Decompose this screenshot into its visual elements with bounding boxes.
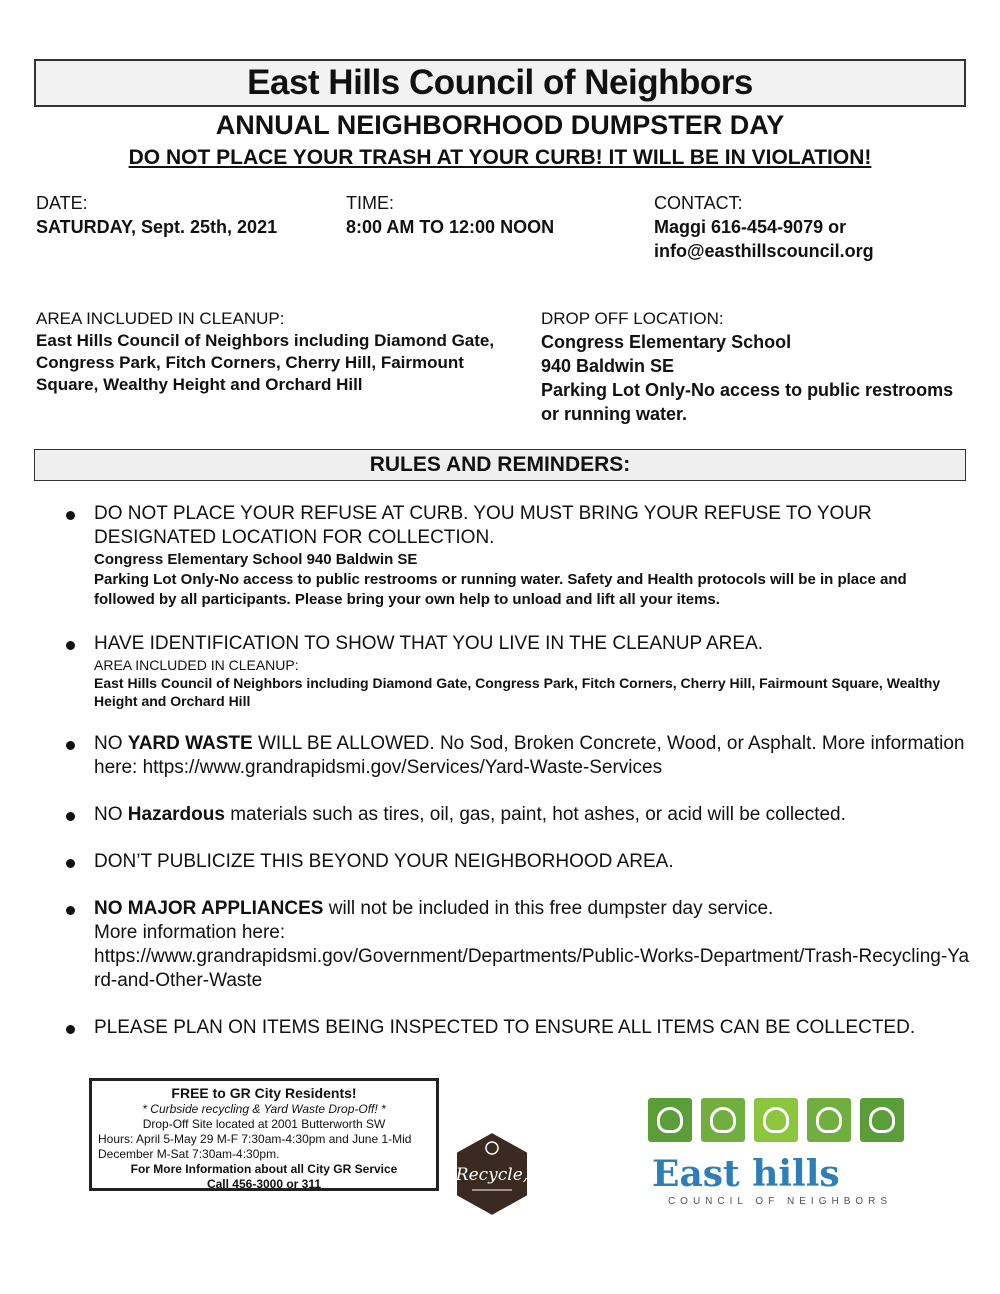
hand-icon — [807, 1098, 851, 1142]
rule-5-text: DON’T PUBLICIZE THIS BEYOND YOUR NEIGHBORHOOD AREA. — [94, 851, 674, 872]
drop-off-address: 940 Baldwin SE — [541, 356, 675, 376]
drop-off-note: Parking Lot Only-No access to public restrooms or running water. — [541, 380, 954, 424]
rule-2-area-value: East Hills Council of Neighbors including Diamond Gate, Congress Park, Fitch Corners, Cherry Hill, Fairmount Square, Wealthy Height and Orchard Hill — [94, 675, 941, 709]
rule-item — [60, 732, 970, 780]
contact-email[interactable]: info@easthillscouncil.org — [654, 241, 874, 261]
rule-6-bold: NO MAJOR APPLIANCES — [94, 898, 324, 919]
rule-2-area-label: AREA INCLUDED IN CLEANUP: — [94, 657, 299, 673]
rule-3-bold: YARD WASTE — [127, 733, 253, 754]
rule-1-text: DO NOT PLACE YOUR REFUSE AT CURB. YOU MUST BRING YOUR REFUSE TO YOUR DESIGNATED LOCATION FOR COLLECTION. — [94, 503, 872, 548]
rule-item — [60, 502, 970, 610]
rule-item — [60, 803, 970, 827]
gr-call: Call 456-3000 or 311 — [206, 1177, 322, 1191]
org-title: East Hills Council of Neighbors — [247, 63, 753, 102]
contact-block — [654, 191, 874, 263]
rule-item — [60, 850, 970, 874]
rules-heading: RULES AND REMINDERS: — [369, 453, 631, 476]
rule-4-pre: NO — [94, 804, 128, 825]
hand-icon — [754, 1098, 798, 1142]
cleanup-area-label: AREA INCLUDED IN CLEANUP: — [36, 309, 285, 328]
rule-4-bold: Hazardous — [127, 804, 225, 825]
cleanup-area-value: East Hills Council of Neighbors including Diamond Gate, Congress Park, Fitch Corners, Cherry Hill, Fairmount Square, Wealthy Height and Orchard Hill — [36, 331, 495, 394]
rule-3-post: WILL BE ALLOWED. No Sod, Broken Concrete, Wood, or Asphalt. More information here: https://www.grandrapidsmi.gov/Services/Yard-Waste-Services — [94, 733, 965, 778]
title-banner — [34, 59, 966, 107]
rules-banner — [34, 449, 966, 481]
date-value: SATURDAY, Sept. 25th, 2021 — [36, 217, 278, 237]
hand-icon — [701, 1098, 745, 1142]
time-value: 8:00 AM TO 12:00 NOON — [346, 217, 555, 237]
time-label: TIME: — [346, 193, 394, 213]
east-hills-wordmark — [650, 1150, 912, 1196]
gr-dropoff-site: Drop-Off Site located at 2001 Butterworth SW — [142, 1117, 386, 1131]
gr-hours: Hours: April 5-May 29 M-F 7:30am-4:30pm and June 1-Mid December M-Sat 7:30am-4:30pm. — [98, 1132, 412, 1161]
curb-warning: DO NOT PLACE YOUR TRASH AT YOUR CURB! IT WILL BE IN VIOLATION! — [128, 146, 872, 169]
event-title: ANNUAL NEIGHBORHOOD DUMPSTER DAY — [215, 110, 785, 140]
gr-curbside-line: * Curbside recycling & Yard Waste Drop-Off! * — [142, 1102, 386, 1116]
rule-4-post: materials such as tires, oil, gas, paint, hot ashes, or acid will be collected. — [224, 804, 846, 825]
rule-7-text: PLEASE PLAN ON ITEMS BEING INSPECTED TO ENSURE ALL ITEMS CAN BE COLLECTED. — [94, 1017, 916, 1038]
cleanup-area-block — [36, 308, 526, 396]
recycle-logo-text: Recycle, — [455, 1165, 529, 1185]
rule-3-pre: NO — [94, 733, 128, 754]
rule-4-text — [94, 803, 970, 827]
east-hills-icon-row — [648, 1098, 910, 1142]
rule-6-more-info: More information here: — [94, 922, 286, 943]
rule-2-text: HAVE IDENTIFICATION TO SHOW THAT YOU LIVE IN THE CLEANUP AREA. — [94, 633, 764, 654]
gr-city-info-box — [89, 1078, 439, 1191]
date-label: DATE: — [36, 193, 88, 213]
rule-6-text — [94, 897, 970, 921]
gr-more-info: For More Information about all City GR Service — [130, 1162, 398, 1176]
hand-icon — [648, 1098, 692, 1142]
rule-6-link[interactable]: https://www.grandrapidsmi.gov/Government/Departments/Public-Works-Department/Trash-Recycling-Yard-and-Other-Waste — [94, 946, 970, 991]
rule-6-post: will not be included in this free dumpster day service. — [323, 898, 774, 919]
rules-list — [60, 502, 970, 1040]
drop-off-label: DROP OFF LOCATION: — [541, 309, 724, 328]
east-hills-word: East hills — [652, 1153, 840, 1195]
drop-off-block — [541, 308, 961, 426]
east-hills-subtitle: COUNCIL OF NEIGHBORS — [667, 1196, 893, 1207]
drop-off-school: Congress Elementary School — [541, 332, 792, 352]
rule-1-note: Parking Lot Only-No access to public restrooms or running water. Safety and Health protocols will be in place and followed by all participants. Please bring your own help to unload and lift all your items. — [94, 571, 907, 608]
rule-1-location: Congress Elementary School 940 Baldwin SE — [94, 551, 418, 568]
gr-free-headline: FREE to GR City Residents! — [171, 1085, 357, 1101]
contact-label: CONTACT: — [654, 193, 743, 213]
rule-3-text — [94, 732, 970, 780]
recycle-michigan-logo — [452, 1130, 532, 1220]
rule-item — [60, 897, 970, 993]
rule-item — [60, 1016, 970, 1040]
east-hills-logo — [648, 1098, 910, 1212]
hand-icon — [860, 1098, 904, 1142]
date-block — [36, 191, 277, 239]
rule-item — [60, 632, 970, 710]
time-block — [346, 191, 554, 239]
contact-phone: Maggi 616-454-9079 or — [654, 217, 847, 237]
